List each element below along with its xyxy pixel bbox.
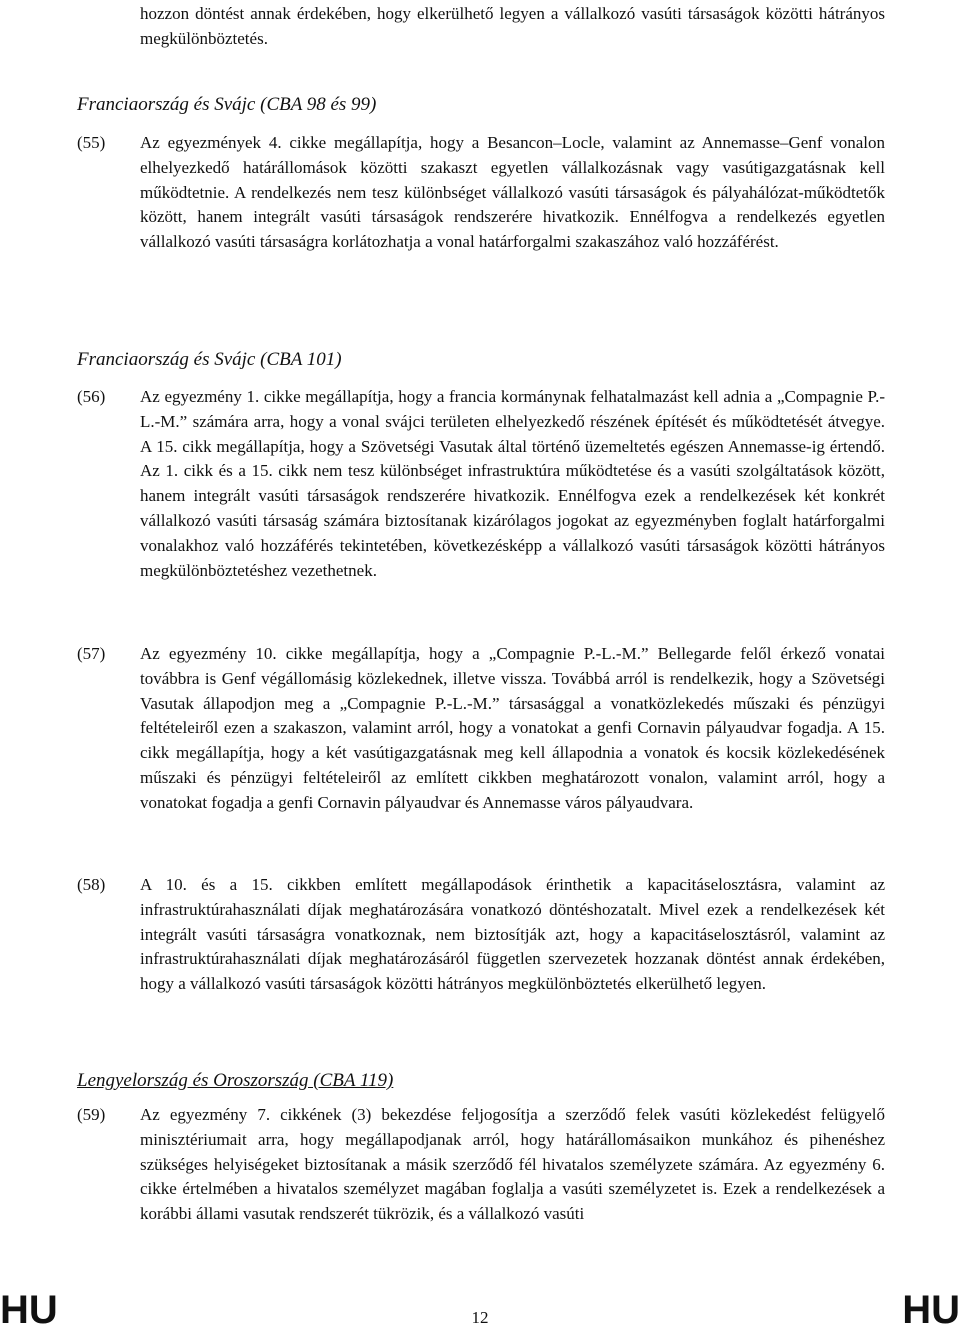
footer-language-left: HU — [0, 1288, 58, 1332]
paragraph-55 — [77, 131, 885, 255]
section-heading-cba-119: Lengyelország és Oroszország (CBA 119) — [77, 1070, 394, 1091]
paragraph-58 — [77, 873, 885, 997]
paragraph-number: (57) — [77, 644, 106, 663]
paragraph-text: Az egyezmény 1. cikke megállapítja, hogy a francia kormánynak felhatalmazást kell adnia a „Compagnie P.-L.-M.” számára arra, hogy a vonal svájci területen elhelyezkedő részének építését és működtetését átvegye. A 15. cikk megállapítja, hogy a Szövetségi Vasutak által történő üzemeltetés egészen Annemasse-ig értendő. Az 1. cikk és a 15. cikk nem tesz különbséget infrastruktúra működtetése és a vasúti szolgáltatások között, hanem integrált vasúti társaságok rendszerére hivatkozik. Ennélfogva ezek a rendelkezések két konkrét vállalkozó vasúti társaság számára biztosítanak kizárólagos jogokat az egyezményben foglalt határforgalmi vonalakhoz való hozzáférés tekintetében, következésképp a vállalkozó vasúti társaságok közötti hátrányos megkülönböztetéshez vezethetnek. — [140, 387, 885, 580]
paragraph-59 — [77, 1103, 885, 1227]
paragraph-56 — [77, 385, 885, 583]
paragraph-text: Az egyezmény 7. cikkének (3) bekezdése feljogosítja a szerződő felek vasúti közlekedést felügyelő minisztériumait arra, hogy megállapodjanak arról, hogy határállomásaikon munkához és pihenéshez szükséges helyiségeket biztosítanak a másik szerződő fél hivatalos személyzete számára. Az egyezmény 6. cikke értelmében a hivatalos személyzet magában foglalja a vasúti személyzetet is. Ezek a rendelkezések a korábbi állami vasutak rendszerét tükrözik, és a vállalkozó vasúti — [140, 1105, 885, 1224]
paragraph-number: (56) — [77, 387, 106, 406]
paragraph-text: A 10. és a 15. cikkben említett megállapodások érinthetik a kapacitáselosztásra, valamint az infrastruktúrahasználati díjak meghatározására vonatkozó döntéshozatalt. Mivel ezek a rendelkezések két integrált vasúti társaságra vonatkoznak, nem biztosítják azt, hogy a kapacitáselosztásról, valamint az infrastruktúrahasználati díjak meghatározásáról független szervezetek hozzanak döntést annak érdekében, hogy a vállalkozó vasúti társaságok közötti hátrányos megkülönböztetés elkerülhető legyen. — [140, 875, 885, 994]
paragraph-number: (58) — [77, 875, 106, 894]
footer-language-right: HU — [902, 1288, 960, 1332]
intro-text: hozzon döntést annak érdekében, hogy elkerülhető legyen a vállalkozó vasúti társaságok közötti hátrányos megkülönböztetés. — [140, 4, 885, 48]
section-heading-cba-98-99: Franciaország és Svájc (CBA 98 és 99) — [77, 94, 377, 115]
paragraph-57 — [77, 642, 885, 816]
paragraph-number: (55) — [77, 133, 106, 152]
section-heading-cba-101: Franciaország és Svájc (CBA 101) — [77, 349, 342, 370]
page-number: 12 — [471, 1308, 489, 1327]
paragraph-text: Az egyezmények 4. cikke megállapítja, hogy a Besancon–Locle, valamint az Annemasse–Genf vonalon elhelyezkedő határállomások közötti szakaszt egyetlen vállalkozásnak vagy vasútigazgatásnak kell működtetnie. A rendelkezés nem tesz különbséget vállalkozó vasúti társaságok és pályahálózat-működtetők között, hanem integrált vasúti társaságok rendszerére hivatkozik. Ennélfogva a rendelkezés egyetlen vállalkozó vasúti társaságra korlátozhatja a vonal határforgalmi szakaszához való hozzáférést. — [140, 133, 885, 252]
intro-continuation — [140, 2, 885, 52]
paragraph-number: (59) — [77, 1105, 106, 1124]
paragraph-text: Az egyezmény 10. cikke megállapítja, hogy a „Compagnie P.-L.-M.” Bellegarde felől érkező vonatai továbbra is Genf végállomásig közlekednek, illetve vissza. Továbbá arról is rendelkezik, hogy a Szövetségi Vasutak állapodjon meg a „Compagnie P.-L.-M.” társasággal a vonatközlekedés műszaki és pénzügyi feltételeiről ezen a szakaszon, valamint arról, hogy a vonatokat a genfi Cornavin pályaudvar fogadja. A 15. cikk megállapítja, hogy a két vasútigazgatásnak meg kell állapodnia a vonatok és kocsik közlekedésének műszaki és pénzügyi feltételeiről az említett cikkben meghatározott vonalon, valamint arról, hogy a vonatokat fogadja a genfi Cornavin pályaudvar és Annemasse város pályaudvara. — [140, 644, 885, 812]
